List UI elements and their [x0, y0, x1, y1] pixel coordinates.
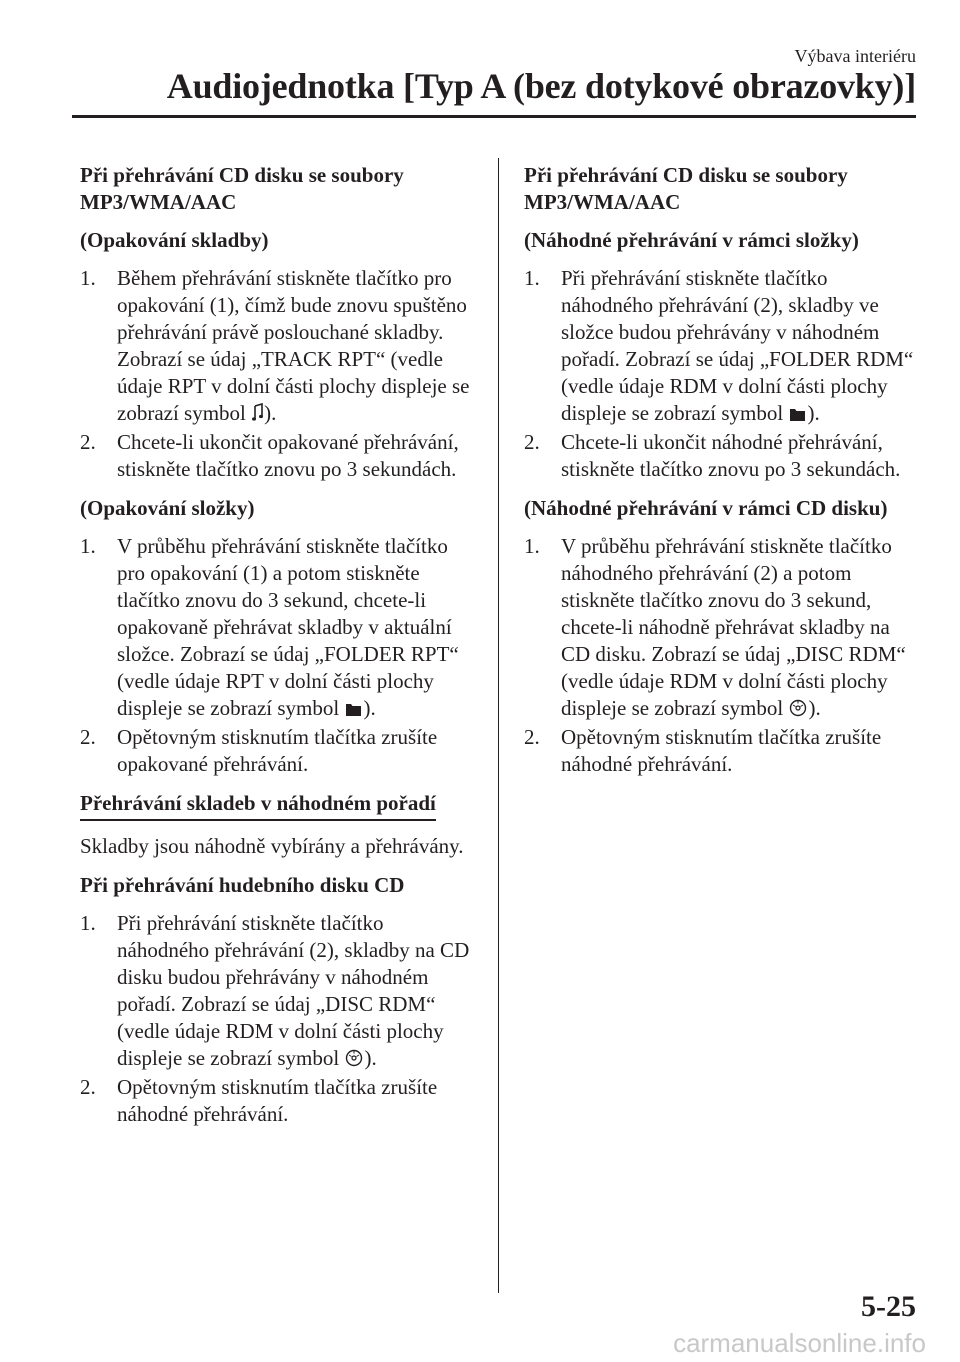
music-note-icon	[252, 402, 263, 429]
list-item	[524, 724, 924, 778]
section-title-random: Přehrávání skladeb v náhodném pořadí	[80, 790, 436, 821]
step-text: Při přehrávání stiskněte tlačítko náhodného přehrávání (2), skladby na CD disku budou přehrávány v náhodném pořadí. Zobrazí se údaj „DISC RDM“ (vedle údaje RDM v dolní části plochy displeje se zobrazí symbol	[117, 911, 470, 1070]
steps-folder-random	[524, 265, 924, 483]
list-item	[80, 429, 480, 483]
step-text: Chcete-li ukončit opakované přehrávání, stiskněte tlačítko znovu po 3 sekundách.	[117, 430, 459, 481]
step-text-end: ).	[363, 696, 376, 720]
step-text: V průběhu přehrávání stiskněte tlačítko pro opakování (1) a potom stiskněte tlačítko znovu do 3 sekund, chcete-li opakovaně přehrávat skladby v aktuální složce. Zobrazí se údaj „FOLDER RPT“ (vedle údaje RPT v dolní části plochy displeje se zobrazí symbol	[117, 534, 459, 720]
list-item	[80, 910, 480, 1074]
step-number: 1.	[80, 534, 96, 558]
disc-icon	[345, 1047, 363, 1074]
steps-track-repeat	[80, 265, 480, 483]
step-text: Opětovným stisknutím tlačítka zrušíte opakované přehrávání.	[117, 725, 438, 776]
list-item	[80, 533, 480, 724]
folder-icon	[345, 697, 362, 724]
watermark-text: carmanualsonline.info	[673, 1328, 926, 1358]
heading-cd-mp3: Při přehrávání CD disku se soubory MP3/WMA/AAC	[524, 163, 848, 214]
step-number: 2.	[80, 1075, 96, 1099]
right-column	[524, 162, 924, 790]
list-item	[80, 1074, 480, 1128]
step-text: Opětovným stisknutím tlačítka zrušíte náhodné přehrávání.	[117, 1075, 438, 1126]
list-item	[524, 265, 924, 429]
folder-icon	[789, 402, 806, 429]
intro-text: Skladby jsou náhodně vybírány a přehrávány.	[80, 834, 464, 858]
header-rule	[72, 115, 916, 118]
step-text: V průběhu přehrávání stiskněte tlačítko náhodného přehrávání (2) a potom stiskněte tlačítko znovu do 3 sekund, chcete-li náhodně přehrávat skladby na CD disku. Zobrazí se údaj „DISC RDM“ (vedle údaje RDM v dolní části plochy displeje se zobrazí symbol	[561, 534, 906, 720]
step-text: Během přehrávání stiskněte tlačítko pro opakování (1), čímž bude znovu spuštěno přehrávání právě poslouchané skladby. Zobrazí se údaj „TRACK RPT“ (vedle údaje RPT v dolní části plochy displeje se zobrazí symbol	[117, 266, 470, 425]
heading-music-cd: Při přehrávání hudebního disku CD	[80, 873, 405, 897]
disc-icon	[789, 697, 807, 724]
step-text: Opětovným stisknutím tlačítka zrušíte náhodné přehrávání.	[561, 725, 882, 776]
column-divider	[498, 158, 499, 1293]
step-number: 2.	[80, 725, 96, 749]
page-number: 5-25	[861, 1290, 916, 1323]
page-title: Audiojednotka [Typ A (bez dotykové obrazovky)]	[166, 66, 916, 106]
steps-disc-random	[524, 533, 924, 778]
step-number: 2.	[524, 725, 540, 749]
list-item	[524, 429, 924, 483]
step-number: 1.	[80, 266, 96, 290]
step-text-end: ).	[807, 401, 820, 425]
heading-track-repeat: (Opakování skladby)	[80, 228, 269, 252]
left-column	[80, 162, 480, 1140]
steps-folder-repeat	[80, 533, 480, 778]
step-number: 2.	[80, 430, 96, 454]
step-number: 2.	[524, 430, 540, 454]
list-item	[524, 533, 924, 724]
step-text-end: ).	[808, 696, 821, 720]
heading-cd-mp3: Při přehrávání CD disku se soubory MP3/WMA/AAC	[80, 163, 404, 214]
list-item	[80, 724, 480, 778]
step-number: 1.	[524, 534, 540, 558]
step-text-end: ).	[264, 401, 277, 425]
step-text: Chcete-li ukončit náhodné přehrávání, stiskněte tlačítko znovu po 3 sekundách.	[561, 430, 901, 481]
step-number: 1.	[524, 266, 540, 290]
list-item	[80, 265, 480, 429]
steps-disc-random	[80, 910, 480, 1128]
step-number: 1.	[80, 911, 96, 935]
step-text: Při přehrávání stiskněte tlačítko náhodného přehrávání (2), skladby ve složce budou přehrávány v náhodném pořadí. Zobrazí se údaj „FOLDER RDM“ (vedle údaje RDM v dolní části plochy displeje se zobrazí symbol	[561, 266, 914, 425]
step-text-end: ).	[364, 1046, 377, 1070]
heading-disc-random: (Náhodné přehrávání v rámci CD disku)	[524, 496, 888, 520]
heading-folder-random: (Náhodné přehrávání v rámci složky)	[524, 228, 859, 252]
header-section-label: Výbava interiéru	[794, 46, 916, 66]
heading-folder-repeat: (Opakování složky)	[80, 496, 255, 520]
